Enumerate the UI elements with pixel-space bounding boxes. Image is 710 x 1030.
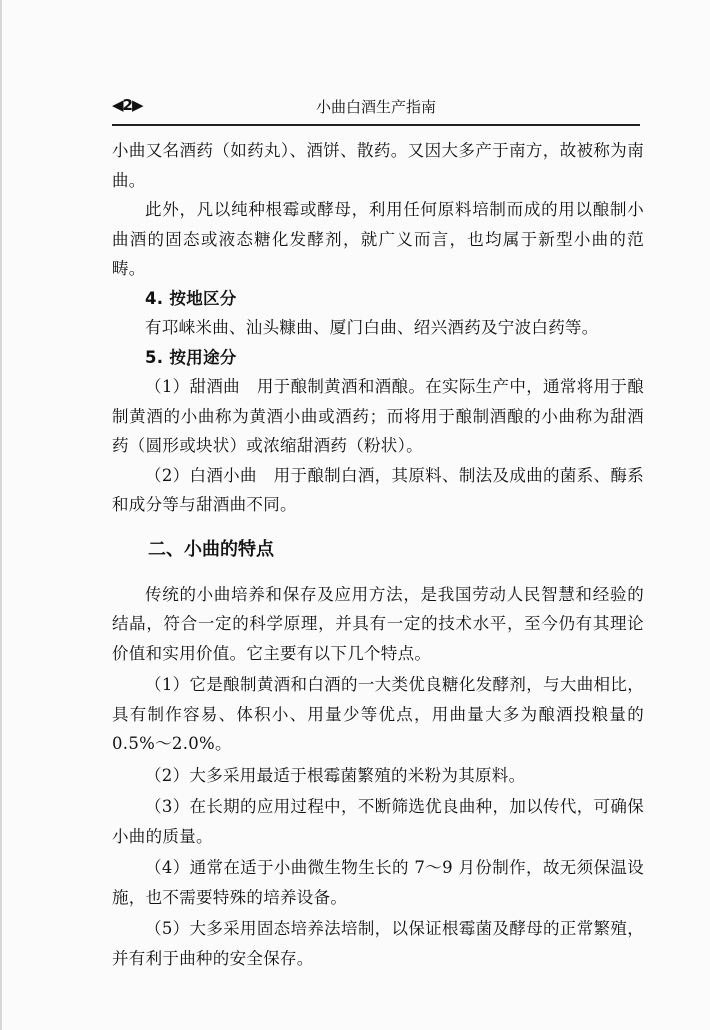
section-title: 二、小曲的特点: [148, 538, 274, 560]
paragraph: 传统的小曲培养和保存及应用方法，是我国劳动人民智慧和经验的结晶，符合一定的科学原理，并具有一定的技术水平，至今仍有其理论价值和实用价值。它主要有以下几个特点。: [112, 584, 644, 663]
paragraph: 小曲又名酒药（如药丸）、酒饼、散药。又因大多产于南方，故被称为南曲。: [112, 141, 644, 190]
paragraph: （4）通常在适于小曲微生物生长的 7～9 月份制作，故无须保温设施，也不需要特殊的培养设备。: [112, 858, 644, 907]
paragraph: （3）在长期的应用过程中，不断筛选优良曲种，加以传代，可确保小曲的质量。: [112, 797, 644, 846]
paragraph: （1）甜酒曲 用于酿制黄酒和酒酿。在实际生产中，通常将用于酿制黄酒的小曲称为黄酒小曲或酒药；而将用于酿制酒酿的小曲称为甜酒药（圆形或块状）或浓缩甜酒药（粉状）。: [112, 377, 644, 455]
paragraph: （2）大多采用最适于根霉菌繁殖的米粉为其原料。: [145, 765, 526, 785]
running-title: 小曲白酒生产指南: [315, 98, 436, 116]
paragraph: （2）白酒小曲 用于酿制白酒，其原料、制法及成曲的菌系、酶系和成分等与甜酒曲不同。: [112, 465, 644, 514]
page-edge: [0, 0, 2, 1030]
page-number: ◀2▶: [112, 96, 143, 114]
paragraph: （5）大多采用固态培养法培制，以保证根霉菌及酵母的正常繁殖，并有利于曲种的安全保存。: [112, 919, 644, 968]
subheading-by-use: 5. 按用途分: [145, 347, 237, 367]
running-header: [112, 94, 640, 120]
body-text: [112, 136, 644, 973]
paragraph: 有邛崃米曲、汕头糠曲、厦门白曲、绍兴酒药及宁波白药等。: [145, 318, 599, 337]
paragraph: （1）它是酿制黄酒和白酒的一大类优良糖化发酵剂，与大曲相比，具有制作容易、体积小、用量少等优点，用曲量大多为酿酒投粮量的 0.5%～2.0%。: [112, 675, 644, 753]
paragraph: 此外，凡以纯种根霉或酵母，利用任何原料培制而成的用以酿制小曲酒的固态或液态糖化发酵剂，就广义而言，也均属于新型小曲的范畴。: [112, 200, 644, 278]
subheading-by-region: 4. 按地区分: [145, 288, 237, 308]
header-rule: [112, 124, 640, 126]
